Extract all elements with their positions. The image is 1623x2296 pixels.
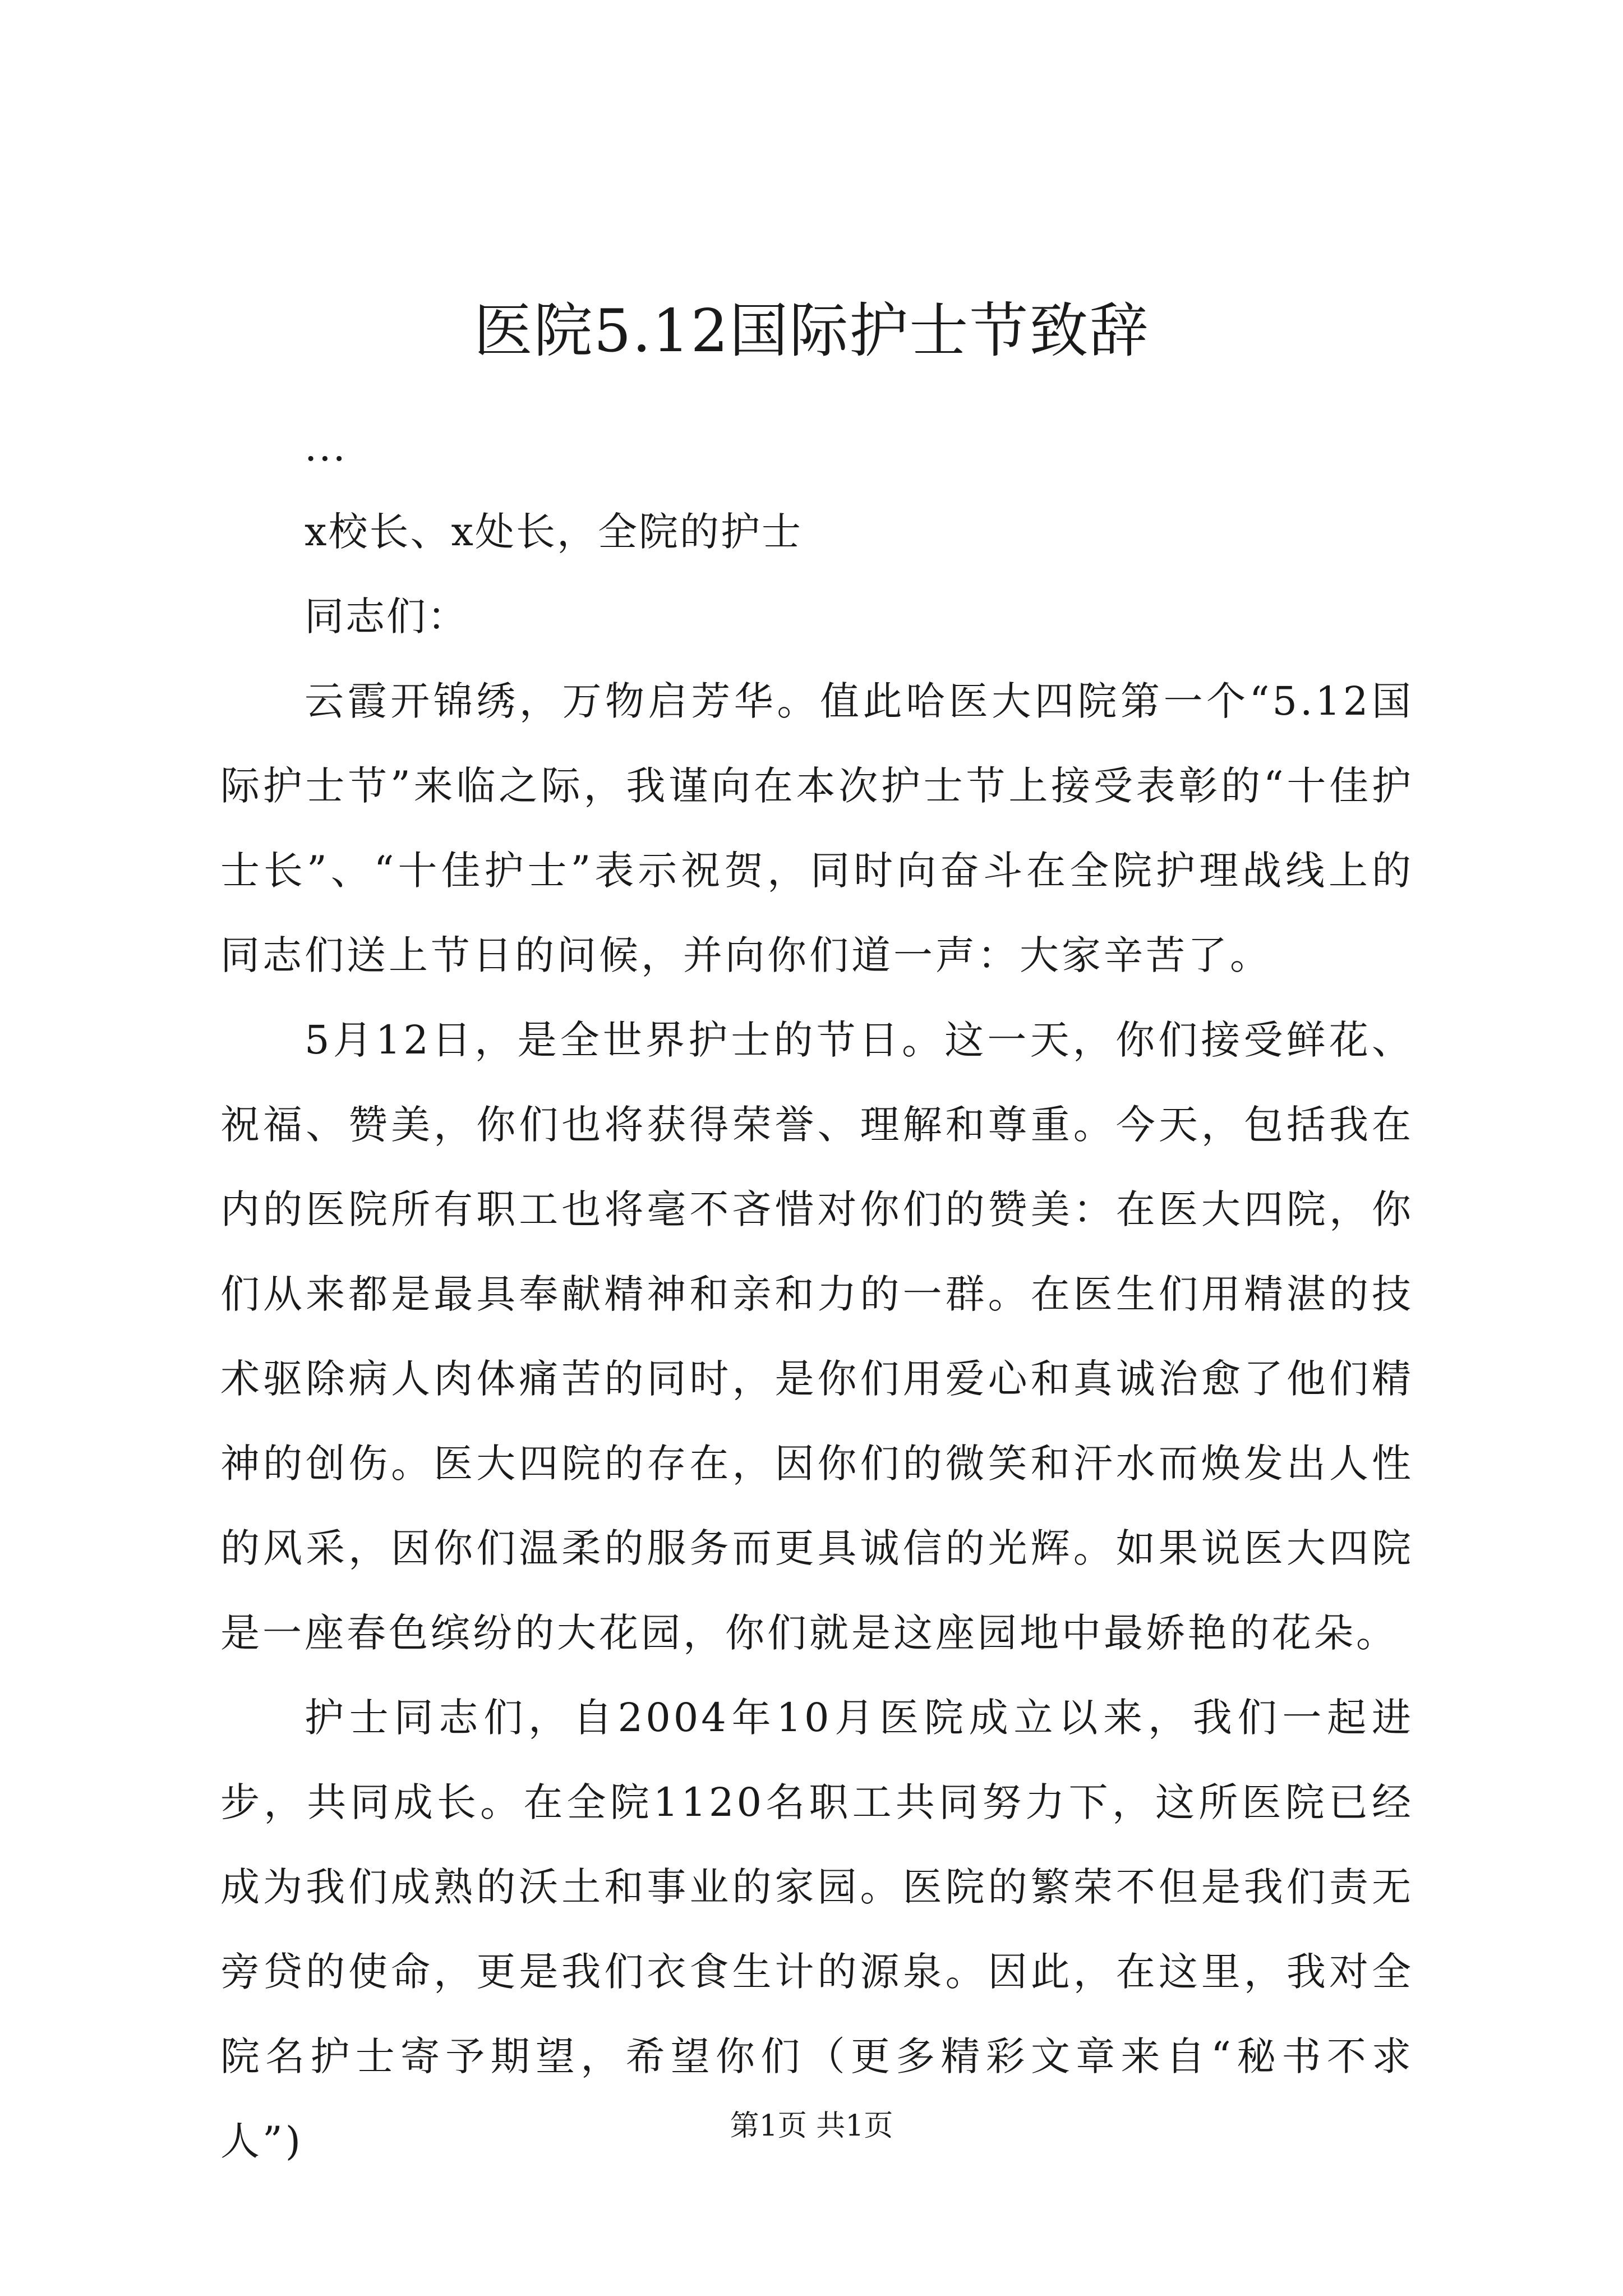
ellipsis-line: ... xyxy=(305,424,347,470)
paragraph: 5月12日，是全世界护士的节日。这一天，你们接受鲜花、祝福、赞美，你们也将获得荣誉、理解和尊重。今天，包括我在内的医院所有职工也将毫不吝惜对你们的赞美：在医大四院，你们从来都是最具奉献精神和亲和力的一群。在医生们用精湛的技术驱除病人肉体痛苦的同时，是你们用爱心和真诚治愈了他们精神的创伤。医大四院的存在，因你们的微笑和汗水而焕发出人性的风采，因你们温柔的服务而更具诚信的光辉。如果说医大四院是一座春色缤纷的大花园，你们就是这座园地中最娇艳的花朵。 xyxy=(220,1017,1414,1656)
document-body xyxy=(220,405,1414,2184)
salutation-line: x校长、x处长，全院的护士 xyxy=(305,509,803,555)
document-title: 医院5.12国际护士节致辞 xyxy=(473,297,1150,365)
greeting-line: 同志们： xyxy=(305,593,468,639)
paragraph: 护士同志们，自2004年10月医院成立以来，我们一起进步，共同成长。在全院1120名职工共同努力下，这所医院已经成为我们成熟的沃土和事业的家园。医院的繁荣不但是我们责无旁贷的使命，更是我们衣食生计的源泉。因此，在这里，我对全院名护士寄予期望，希望你们（更多精彩文章来自“秘书不求人”) xyxy=(220,1695,1414,2164)
page-number-footer: 第1页 共1页 xyxy=(730,2109,893,2143)
paragraph: 云霞开锦绣，万物启芳华。值此哈医大四院第一个“5.12国际护士节”来临之际，我谨向在本次护士节上接受表彰的“十佳护士长”、“十佳护士”表示祝贺，同时向奋斗在全院护理战线上的同志们送上节日的问候，并向你们道一声：大家辛苦了。 xyxy=(220,678,1414,978)
